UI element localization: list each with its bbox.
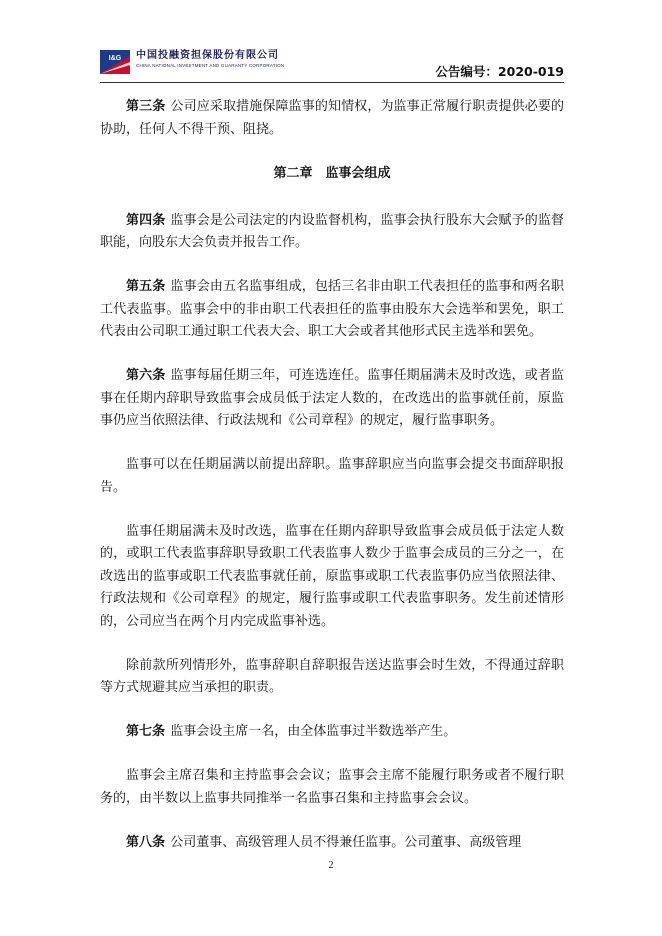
article-7	[100, 721, 564, 744]
article-label: 第四条	[126, 212, 166, 228]
article-4	[100, 210, 564, 255]
article-label: 第七条	[126, 724, 166, 739]
paragraph-term-expiry: 监事任期届满未及时改选，监事在任期内辞职导致监事会成员低于法定人数的，或职工代表监事辞职导致职工代表监事人数少于监事会成员的三分之一，在改选出的监事或职工代表监事就任前，原监事或职工代表监事仍应当依照法律、行政法规和《公司章程》的规定，履行监事或职工代表监事职务。发生前述情形的，公司应当在两个月内完成监事补选。	[100, 523, 564, 629]
page-number: 2	[328, 860, 334, 871]
paragraph-chairman: 监事会主席召集和主持监事会会议；监事会主席不能履行职务或者不履行职务的，由半数以上监事共同推举一名监事召集和主持监事会会议。	[100, 768, 564, 806]
paragraph-resignation-effective: 除前款所列情形外，监事辞职自辞职报告送达监事会时生效，不得通过辞职等方式规避其应当承担的职责。	[100, 657, 564, 695]
article-text: 监事会设主席一名，由全体监事过半数选举产生。	[170, 724, 457, 739]
article-label: 第六条	[126, 368, 166, 383]
article-text: 公司应采取措施保障监事的知情权，为监事正常履行职责提供必要的协助，任何人不得干预、阻挠。	[100, 99, 564, 137]
company-name-block	[136, 50, 284, 70]
chapter-title: 第二章 监事会组成	[273, 165, 391, 181]
article-6	[100, 365, 564, 433]
notice-number: 公告编号：2020-019	[435, 64, 564, 79]
article-text: 监事每届任期三年，可连选连任。监事任期届满未及时改选，或者监事在任期内辞职导致监事会成员低于法定人数的，在改选出的监事就任前，原监事仍应当依照法律、行政法规和《公司章程》的规定，履行监事职务。	[100, 368, 564, 428]
article-label: 第八条	[126, 834, 166, 850]
article-label: 第三条	[126, 99, 166, 114]
paragraph-resignation: 监事可以在任期届满以前提出辞职。监事辞职应当向监事会提交书面辞职报告。	[100, 457, 564, 495]
logo-text: I&G	[108, 55, 122, 62]
article-8	[100, 832, 564, 855]
company-name-cn: 中国投融资担保股份有限公司	[136, 50, 279, 61]
article-3	[100, 96, 564, 141]
article-label: 第五条	[126, 279, 166, 294]
company-name-en: CHINA NATIONAL INVESTMENT AND GUARANTY CORPORATION	[136, 63, 285, 68]
article-5	[100, 276, 564, 344]
article-text: 监事会是公司法定的内设监督机构，监事会执行股东大会赋予的监督职能，向股东大会负责并报告工作。	[100, 212, 564, 250]
article-text: 监事会由五名监事组成，包括三名非由职工代表担任的监事和两名职工代表监事。监事会中的非由职工代表担任的监事由股东大会选举和罢免，职工代表由公司职工通过职工代表大会、职工大会或者其他形式民主选举和罢免。	[100, 279, 564, 339]
document-body	[100, 96, 564, 876]
page-header	[100, 50, 564, 80]
header-divider	[100, 82, 564, 83]
company-logo	[100, 50, 130, 74]
article-text: 公司董事、高级管理人员不得兼任监事。公司董事、高级管理	[170, 834, 522, 850]
